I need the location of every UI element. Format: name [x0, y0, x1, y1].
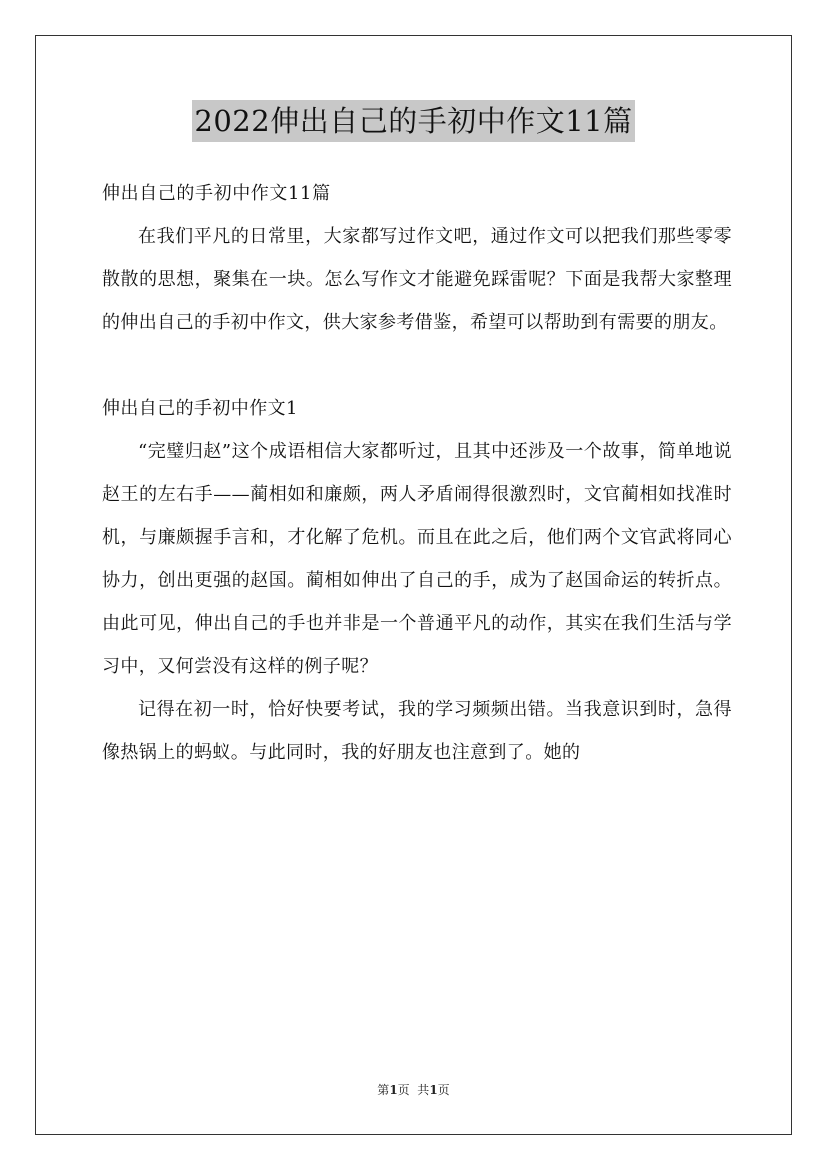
- section-title: 伸出自己的手初中作文1: [102, 398, 298, 419]
- body-paragraph-1: “完璧归赵”这个成语相信大家都听过，且其中还涉及一个故事，简单地说赵王的左右手——蔺相如和廉颇，两人矛盾闹得很激烈时，文官蔺相如找准时机，与廉颇握手言和，才化解了危机。而且在此之后，他们两个文官武将同心协力，创出更强的赵国。蔺相如伸出了自己的手，成为了赵国命运的转折点。由此可见，伸出自己的手也并非是一个普通平凡的动作，其实在我们生活与学习中，又何尝没有这样的例子呢？: [102, 441, 732, 677]
- document-body: [102, 172, 732, 774]
- intro-paragraph: 在我们平凡的日常里，大家都写过作文吧，通过作文可以把我们那些零零散散的思想，聚集在一块。怎么写作文才能避免踩雷呢？下面是我帮大家整理的伸出自己的手初中作文，供大家参考借鉴，希望可以帮助到有需要的朋友。: [102, 226, 732, 333]
- title-area: [0, 100, 827, 142]
- document-title: 2022伸出自己的手初中作文11篇: [192, 100, 634, 142]
- document-subtitle: 伸出自己的手初中作文11篇: [102, 183, 331, 204]
- page-footer: [0, 1082, 827, 1098]
- paragraph-gap: [102, 344, 732, 387]
- footer-total-pages: 1: [429, 1083, 438, 1097]
- footer-current-page: 1: [389, 1083, 398, 1097]
- footer-prefix: 第: [377, 1083, 390, 1097]
- footer-mid: 页 共: [397, 1083, 430, 1097]
- footer-suffix: 页: [437, 1083, 450, 1097]
- body-paragraph-2: 记得在初一时，恰好快要考试，我的学习频频出错。当我意识到时，急得像热锅上的蚂蚁。与此同时，我的好朋友也注意到了。她的: [102, 699, 732, 763]
